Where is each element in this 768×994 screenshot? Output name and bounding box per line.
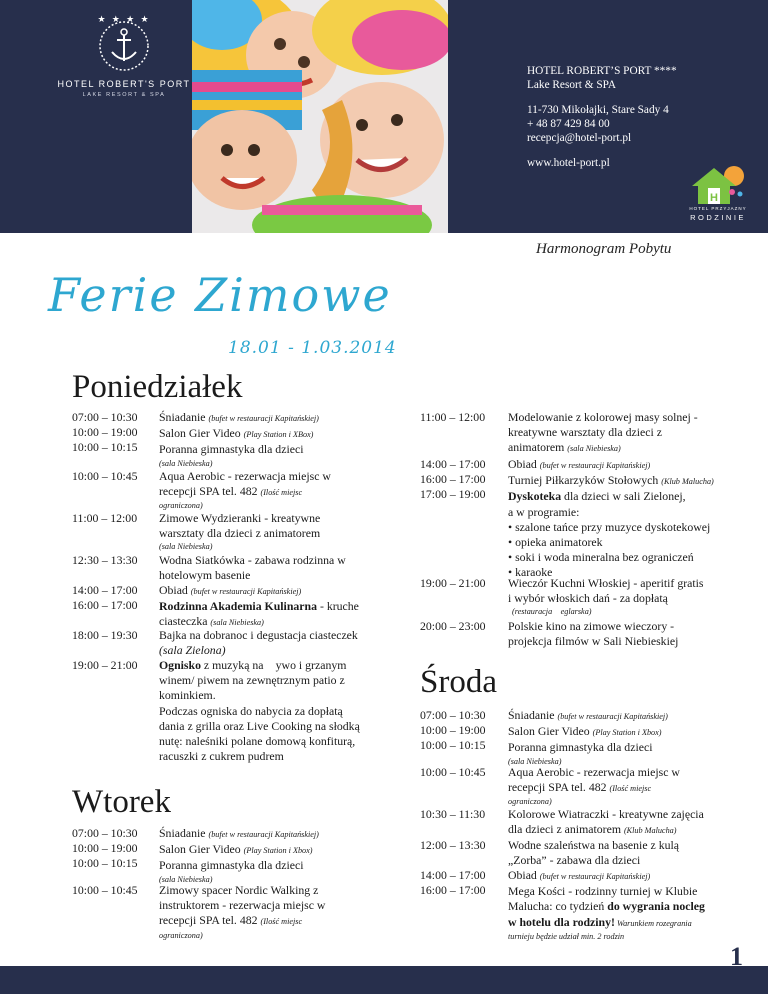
hotel-phone: + 48 87 429 84 00 [527,118,610,130]
footer-bar [0,966,768,994]
hotel-contact-info [527,64,677,170]
page-number: 1 [730,942,743,971]
stars-icon: ★ ★ ★ ★ [97,14,151,24]
hotel-email[interactable]: recepcja@hotel-port.pl [527,132,632,144]
day-heading-tuesday: Wtorek [72,784,171,820]
anchor-icon [94,16,154,76]
badge-line2: RODZINIE [690,213,746,222]
hotel-address: 11-730 Mikołajki, Stare Sady 4 [527,104,669,116]
day-heading-wednesday: Środa [420,664,497,700]
hotel-name: HOTEL ROBERT’S PORT **** [527,65,677,77]
schedule-subtitle: Harmonogram Pobytu [536,241,672,257]
svg-text:H: H [710,192,718,204]
page-title: Ferie Zimowe [48,268,392,322]
day-heading-monday: Poniedziałek [72,369,243,405]
children-photo [192,0,448,233]
hotel-logo [56,0,192,116]
hotel-subtitle: Lake Resort & SPA [527,79,617,91]
badge-line1: HOTEL PRZYJAZNY [689,206,747,211]
logo-subtitle: LAKE RESORT & SPA [82,92,166,98]
logo-name: HOTEL ROBERT'S PORT [57,79,191,89]
hotel-website[interactable]: www.hotel-port.pl [527,157,610,169]
date-range: 18.01 - 1.03.2014 [228,338,397,358]
